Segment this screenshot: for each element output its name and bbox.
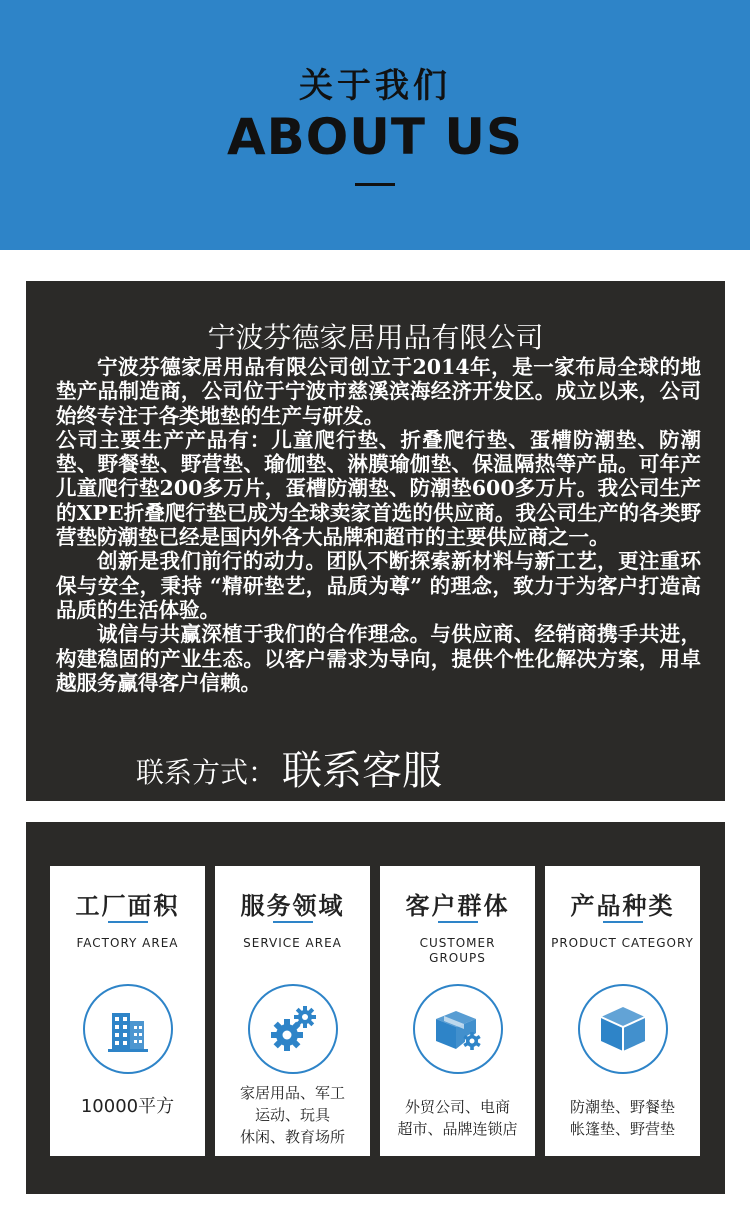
card-icon-circle <box>83 984 173 1074</box>
card-divider <box>603 921 643 923</box>
about-banner <box>0 0 750 250</box>
contact-row <box>136 737 442 794</box>
card-product-category <box>545 866 700 1156</box>
card-desc-line: 外贸公司、电商 <box>404 1098 510 1116</box>
card-title: 服务领域 <box>240 892 345 920</box>
card-desc-line: 家居用品、军工 <box>239 1084 345 1102</box>
card-factory-area <box>50 866 205 1156</box>
card-icon-circle <box>248 984 338 1074</box>
contact-label: 联系方式： <box>136 756 277 789</box>
card-subtitle: PRODUCT CATEGORY <box>551 936 694 950</box>
card-subtitle: FACTORY AREA <box>76 936 179 950</box>
feature-cards-panel <box>26 822 725 1194</box>
card-title: 工厂面积 <box>75 892 180 920</box>
card-description <box>54 1096 201 1118</box>
company-intro-panel <box>26 281 725 801</box>
card-desc-line: 防潮垫、野餐垫 <box>569 1098 675 1116</box>
card-title: 客户群体 <box>405 892 510 920</box>
card-desc-line: 超市、品牌连锁店 <box>397 1120 518 1138</box>
card-divider <box>108 921 148 923</box>
intro-paragraph: 公司主要生产产品有：儿童爬行垫、折叠爬行垫、蛋槽防潮垫、防潮垫、野餐垫、野营垫、瑜伽垫、淋膜瑜伽垫、保温隔热等产品。可年产儿童爬行垫200多万片，蛋槽防潮垫、防潮垫600多万片。我公司生产的XPE折叠爬行垫已成为全球卖家首选的供应商。我公司生产的各类野营垫防潮垫已经是国内外各大品牌和超市的主要供应商之一。 <box>56 427 701 550</box>
company-name: 宁波芬德家居用品有限公司 <box>207 322 544 353</box>
card-service-area <box>215 866 370 1156</box>
card-subtitle-line: CUSTOMER <box>419 936 496 950</box>
intro-paragraph: 宁波芬德家居用品有限公司创立于2014年，是一家布局全球的地垫产品制造商，公司位于宁波市慈溪滨海经济开发区。成立以来，公司始终专注于各类地垫的生产与研发。 <box>56 355 701 428</box>
intro-paragraph: 诚信与共赢深植于我们的合作理念。与供应商、经销商携手共进，构建稳固的产业生态。以客户需求为导向，提供个性化解决方案，用卓越服务赢得客户信赖。 <box>56 622 701 695</box>
cube-icon <box>593 999 653 1059</box>
card-desc-line: 帐篷垫、野营垫 <box>569 1120 675 1138</box>
box-gear-icon <box>428 999 488 1059</box>
card-description <box>219 1082 366 1148</box>
card-subtitle <box>386 936 529 966</box>
building-icon <box>98 999 158 1059</box>
card-icon-circle <box>578 984 668 1074</box>
title-divider <box>355 183 395 186</box>
card-subtitle-line: GROUPS <box>429 951 486 965</box>
card-customer-groups <box>380 866 535 1156</box>
about-title-en: ABOUT US <box>226 108 524 166</box>
gears-icon <box>263 999 323 1059</box>
card-icon-circle <box>413 984 503 1074</box>
card-description <box>549 1096 696 1140</box>
card-divider <box>273 921 313 923</box>
card-divider <box>438 921 478 923</box>
card-title: 产品种类 <box>570 892 675 920</box>
card-description <box>384 1096 531 1140</box>
card-desc-line: 10000平方 <box>80 1096 175 1117</box>
intro-paragraph: 创新是我们前行的动力。团队不断探索新材料与新工艺，更注重环保与安全，秉持 “精研垫艺，品质为尊” 的理念，致力于为客户打造高品质的生活体验。 <box>56 549 701 622</box>
contact-service-link[interactable]: 联系客服 <box>282 748 443 794</box>
card-desc-line: 运动、玩具 <box>254 1106 330 1124</box>
about-title-cn: 关于我们 <box>299 66 451 106</box>
company-description <box>56 355 701 695</box>
card-subtitle: SERVICE AREA <box>243 936 342 950</box>
card-desc-line: 休闲、教育场所 <box>239 1128 345 1146</box>
